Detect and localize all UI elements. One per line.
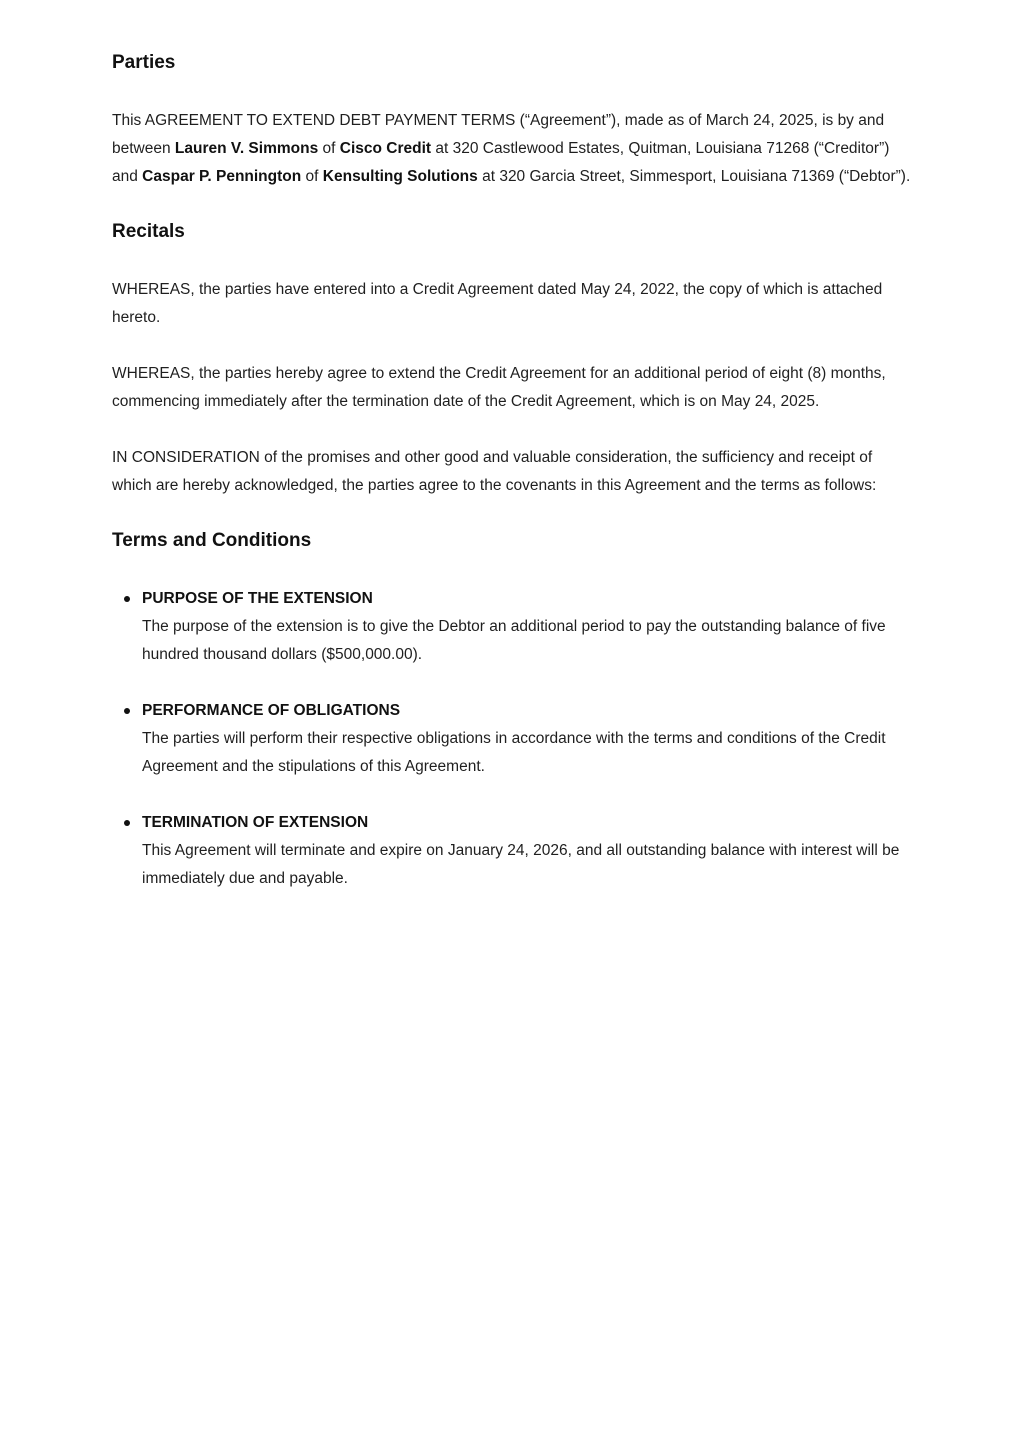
terms-heading: Terms and Conditions <box>112 530 312 551</box>
term-body: The parties will perform their respective obligations in accordance with the terms and conditions of the Credit Agreement and the stipulations of this Agreement. <box>142 730 886 775</box>
bullet-icon <box>124 708 130 714</box>
term-title: TERMINATION OF EXTENSION <box>142 814 369 831</box>
debtor-company: Kensulting Solutions <box>322 168 478 185</box>
recital-paragraph-3: IN CONSIDERATION of the promises and other good and valuable consideration, the sufficiency and receipt of which are hereby acknowledged, the parties agree to the covenants in this Agreement and the terms as follows: <box>112 449 877 494</box>
parties-text-2: at 320 Castlewood Estates, Quitman, Louisiana 71268 (“Creditor”) and <box>112 140 890 185</box>
list-item <box>112 809 912 893</box>
parties-of-2: of <box>301 168 323 185</box>
recitals-heading: Recitals <box>112 221 185 242</box>
bullet-icon <box>124 820 130 826</box>
term-body: The purpose of the extension is to give the Debtor an additional period to pay the outstanding balance of five hundred thousand dollars ($500,000.00). <box>142 618 886 663</box>
parties-text-3: at 320 Garcia Street, Simmesport, Louisiana 71369 (“Debtor”). <box>477 168 911 185</box>
parties-paragraph <box>112 107 912 191</box>
list-item <box>112 697 912 781</box>
term-title: PERFORMANCE OF OBLIGATIONS <box>142 702 401 719</box>
bullet-icon <box>124 596 130 602</box>
recital-paragraph-1: WHEREAS, the parties have entered into a Credit Agreement dated May 24, 2022, the copy of which is attached hereto. <box>112 281 883 326</box>
parties-of-1: of <box>318 140 340 157</box>
debtor-name: Caspar P. Pennington <box>142 168 302 185</box>
terms-list <box>112 585 912 921</box>
term-title: PURPOSE OF THE EXTENSION <box>142 590 373 607</box>
parties-text-1: This AGREEMENT TO EXTEND DEBT PAYMENT TERMS (“Agreement”), made as of March 24, 2025, is by and between <box>112 112 885 157</box>
recital-paragraph-2: WHEREAS, the parties hereby agree to extend the Credit Agreement for an additional period of eight (8) months, commencing immediately after the termination date of the Credit Agreement, which is on May 24, 2025. <box>112 365 886 410</box>
list-item <box>112 585 912 669</box>
term-body: This Agreement will terminate and expire on January 24, 2026, and all outstanding balance with interest will be immediately due and payable. <box>142 842 900 887</box>
creditor-company: Cisco Credit <box>339 140 432 157</box>
parties-heading: Parties <box>112 52 176 73</box>
creditor-name: Lauren V. Simmons <box>174 140 319 157</box>
